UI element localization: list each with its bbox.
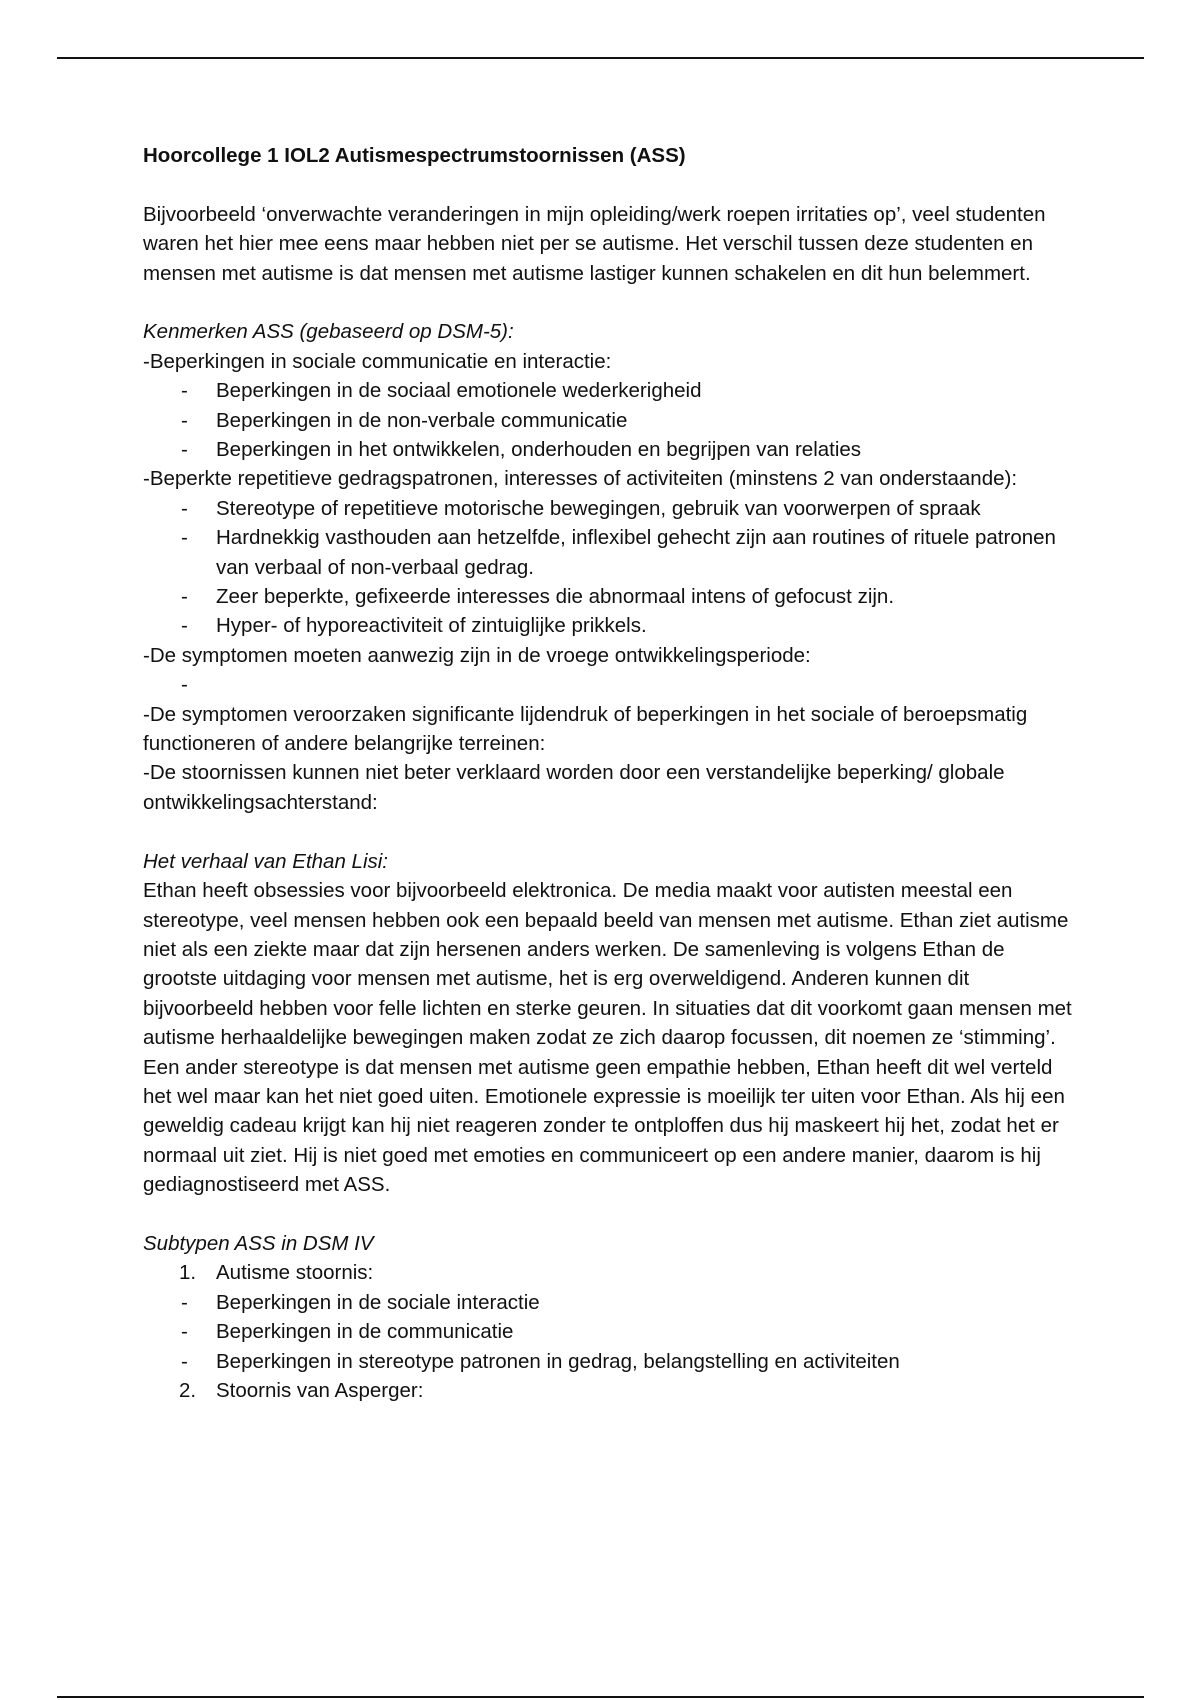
spacer: [143, 1200, 1083, 1229]
kenmerken-group-1-label: -Beperkingen in sociale communicatie en interactie:: [143, 349, 612, 373]
kenmerken-group-5-label: -De stoornissen kunnen niet beter verklaard worden door een verstandelijke beperking/ globale ontwikkelingsachterstand:: [143, 761, 1005, 814]
list-item: - Hardnekkig vasthouden aan hetzelfde, inflexibel gehecht zijn aan routines of rituele patronen van verbaal of non-verbaal gedrag.: [143, 523, 1083, 582]
subtypen-list-continued: [143, 1376, 1083, 1405]
kenmerken-group-1-list: [143, 376, 1083, 464]
list-item: - Beperkingen in de sociaal emotionele wederkerigheid: [143, 376, 1083, 405]
subtype-label: Stoornis van Asperger:: [216, 1378, 424, 1402]
subtypen-list: [143, 1258, 1083, 1287]
empty-list-item: [143, 670, 1083, 699]
spacer: [143, 288, 1083, 317]
intro-paragraph: Bijvoorbeeld ‘onverwachte veranderingen in mijn opleiding/werk roepen irritaties op’, veel studenten waren het hier mee eens maar hebben niet per se autisme. Het verschil tussen deze studenten en mensen met autisme is dat mensen met autisme lastiger kunnen schakelen en dit hun belemmert.: [143, 202, 1046, 285]
subtype-label: Autisme stoornis:: [216, 1261, 374, 1285]
footer-rule: [57, 1696, 1144, 1698]
document-title: Hoorcollege 1 IOL2 Autismespectrumstoornissen (ASS): [143, 144, 686, 167]
list-item: - Beperkingen in de communicatie: [143, 1317, 1083, 1346]
subtype-item-2: [143, 1376, 1083, 1405]
list-item: - Beperkingen in het ontwikkelen, onderhouden en begrijpen van relaties: [143, 435, 1083, 464]
kenmerken-group-2-label: -Beperkte repetitieve gedragspatronen, interesses of activiteiten (minstens 2 van onderstaande):: [143, 467, 1018, 491]
subtype-item-1: [143, 1258, 1083, 1287]
ethan-paragraph-2: Een ander stereotype is dat mensen met autisme geen empathie hebben, Ethan heeft dit wel verteld het wel maar kan het niet goed uiten. Emotionele expressie is moeilijk ter uiten voor Ethan. Als hij een geweldig cadeau krijgt kan hij niet reageren zonder te ontploffen dus hij maskeert hij het, zodat het er normaal uit ziet. Hij is niet goed met emoties en communiceert op een andere manier, daarom is hij gediagnostiseerd met ASS.: [143, 1055, 1065, 1197]
kenmerken-group-3-list: [143, 670, 1083, 699]
list-item: - Zeer beperkte, gefixeerde interesses die abnormaal intens of gefocust zijn.: [143, 582, 1083, 611]
list-number: 1.: [179, 1261, 197, 1285]
spacer: [143, 170, 1083, 199]
kenmerken-group-2-list: [143, 494, 1083, 641]
spacer: [143, 817, 1083, 846]
subtype-1-list: [143, 1288, 1083, 1376]
list-item: - Beperkingen in stereotype patronen in gedrag, belangstelling en activiteiten: [143, 1347, 1083, 1376]
list-item: - Hyper- of hyporeactiviteit of zintuiglijke prikkels.: [143, 611, 1083, 640]
ethan-paragraph-1: Ethan heeft obsessies voor bijvoorbeeld elektronica. De media maakt voor autisten meestal een stereotype, veel mensen hebben ook een bepaald beeld van mensen met autisme. Ethan ziet autisme niet als een ziekte maar dat zijn hersenen anders werken. De samenleving is volgens Ethan de grootste uitdaging voor mensen met autisme, het is erg overweldigend. Anderen kunnen dit bijvoorbeeld hebben voor felle lichten en sterke geuren. In situaties dat dit voorkomt gaan mensen met autisme herhaaldelijke bewegingen maken zodat ze zich daarop focussen, dit noemen ze ‘stimming’.: [143, 879, 1072, 1050]
list-number: 2.: [179, 1378, 197, 1402]
header-rule: [57, 57, 1144, 59]
subtypen-heading: Subtypen ASS in DSM IV: [143, 1231, 374, 1255]
list-item: - Beperkingen in de sociale interactie: [143, 1288, 1083, 1317]
ethan-heading: Het verhaal van Ethan Lisi:: [143, 849, 388, 873]
kenmerken-group-4-label: -De symptomen veroorzaken significante lijdendruk of beperkingen in het sociale of beroepsmatig functioneren of andere belangrijke terreinen:: [143, 702, 1028, 756]
kenmerken-heading: Kenmerken ASS (gebaseerd op DSM-5):: [143, 320, 514, 344]
list-item: - Stereotype of repetitieve motorische bewegingen, gebruik van voorwerpen of spraak: [143, 494, 1083, 523]
document-body: [143, 141, 1083, 1405]
kenmerken-group-3-label: -De symptomen moeten aanwezig zijn in de vroege ontwikkelingsperiode:: [143, 643, 811, 667]
list-item: - Beperkingen in de non-verbale communicatie: [143, 406, 1083, 435]
